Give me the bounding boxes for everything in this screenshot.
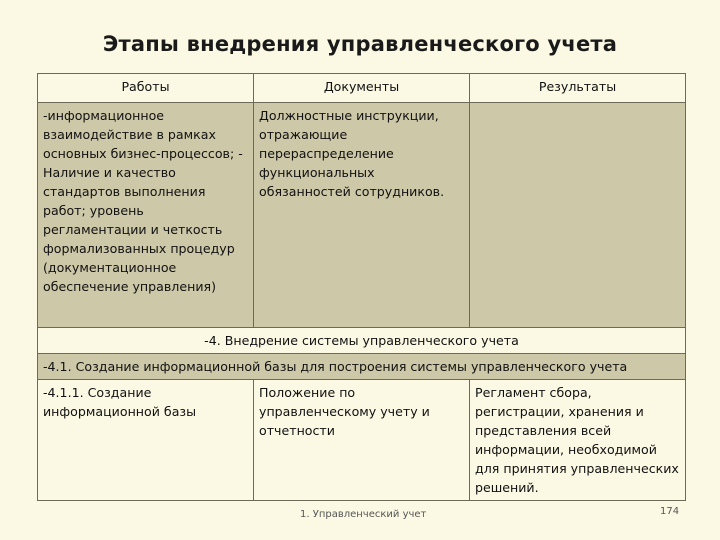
page-number: 174 [660, 506, 680, 517]
table-row [38, 380, 686, 501]
header-works: Работы [38, 74, 254, 103]
cell-works: -4.1.1. Создание информационной базы [38, 380, 254, 501]
section-4-1-title: -4.1. Создание информационной базы для построения системы управленческого учета [38, 354, 686, 380]
cell-documents: Должностные инструкции, отражающие перераспределение функциональных обязанностей сотрудников. [254, 103, 470, 328]
header-results: Результаты [470, 74, 686, 103]
cell-documents: Положение по управленческому учету и отчетности [254, 380, 470, 501]
table-row [38, 103, 686, 328]
cell-results: Регламент сбора, регистрации, хранения и представления всей информации, необходимой для принятия управленческих решений. [470, 380, 686, 501]
section-row-4 [38, 328, 686, 354]
section-4-title: -4. Внедрение системы управленческого учета [38, 328, 686, 354]
footer-text: 1. Управленческий учет [300, 509, 427, 520]
table-header-row [38, 74, 686, 103]
cell-results [470, 103, 686, 328]
stages-table [37, 73, 686, 501]
cell-works: -информационное взаимодействие в рамках основных бизнес-процессов; - Наличие и качество стандартов выполнения работ; уровень регламентации и четкость формализованных процедур (документационное обеспечение управления) [38, 103, 254, 328]
section-row-4-1 [38, 354, 686, 380]
slide-title: Этапы внедрения управленческого учета [102, 32, 618, 56]
header-documents: Документы [254, 74, 470, 103]
